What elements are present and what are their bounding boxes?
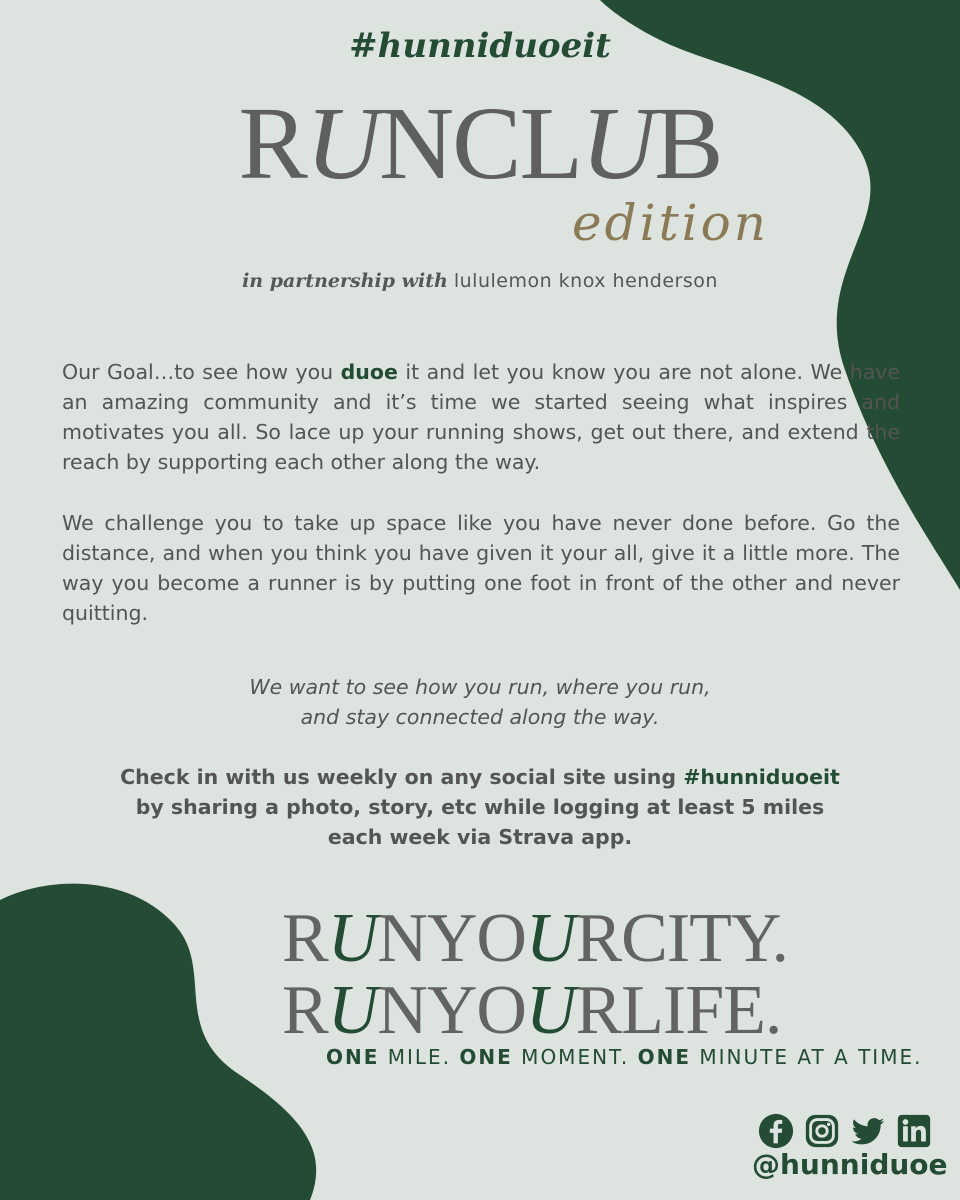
checkin-line1: [0, 762, 960, 792]
edition-script: edition: [572, 194, 769, 252]
challenge-paragraph: We challenge you to take up space like you have never done before. Go the distance, and when you think you have given it your all, give it a little more. The way you become a runner is by putting one foot in front of the other and never quitting.: [62, 511, 900, 625]
italic-note-line1: We want to see how you run, where you run,: [249, 675, 711, 699]
title-r: R: [238, 86, 306, 201]
slogan2-part: U: [327, 972, 378, 1049]
slogan2-part: RLIFE.: [575, 972, 782, 1049]
goal-paragraph: [62, 357, 900, 477]
slogan2-part: NYO: [377, 972, 526, 1049]
instagram-icon[interactable]: [803, 1112, 841, 1150]
slogan2-part: R: [282, 972, 328, 1049]
slogan-run-your-life: [282, 972, 782, 1049]
tagline-part: ONE: [459, 1045, 513, 1069]
slogan-run-your-city: [282, 900, 788, 977]
partner-brand: lululemon knox henderson: [453, 270, 718, 292]
tagline-part: MINUTE AT A TIME.: [691, 1045, 923, 1069]
slogan1-part: NYO: [377, 900, 526, 977]
slogan1-part: U: [525, 900, 576, 977]
tagline: [326, 1045, 922, 1069]
tagline-part: MILE.: [379, 1045, 460, 1069]
title-u2: U: [581, 86, 655, 201]
top-hashtag: #hunniduoeit: [349, 26, 611, 66]
slogan1-part: R: [282, 900, 328, 977]
facebook-icon[interactable]: [757, 1112, 795, 1150]
social-icons: [757, 1112, 933, 1150]
title-cl: CL: [452, 86, 581, 201]
slogan1-part: RCITY.: [575, 900, 788, 977]
run-club-title: [0, 86, 960, 201]
goal-text-start: Our Goal…to see how you: [62, 360, 341, 384]
social-handle[interactable]: @hunniduoe: [752, 1148, 948, 1181]
checkin-instructions: [0, 762, 960, 852]
partnership-line: [0, 270, 960, 292]
tagline-part: ONE: [326, 1045, 380, 1069]
checkin-text: Check in with us weekly on any social site using: [120, 765, 684, 789]
linkedin-icon[interactable]: [895, 1112, 933, 1150]
tagline-part: ONE: [637, 1045, 692, 1069]
title-b: B: [654, 86, 722, 201]
partnership-lead: in partnership with: [242, 270, 448, 292]
title-u: U: [305, 86, 379, 201]
italic-note: [0, 672, 960, 732]
slogan2-part: U: [525, 972, 576, 1049]
bottom-left-blob: [0, 884, 316, 1200]
twitter-icon[interactable]: [849, 1112, 887, 1150]
checkin-hashtag: #hunniduoeit: [683, 765, 840, 789]
checkin-line3: each week via Strava app.: [327, 825, 633, 849]
tagline-part: MOMENT.: [512, 1045, 638, 1069]
goal-text-end: it and let you know you are not alone. We have an amazing community and it’s time we started seeing what inspires and motivates you all. So lace up your running shows, get out there, and extend the reach by supporting each other along the way.: [62, 360, 900, 474]
slogan1-part: U: [327, 900, 378, 977]
italic-note-line2: and stay connected along the way.: [300, 705, 660, 729]
checkin-line2: by sharing a photo, story, etc while logging at least 5 miles: [135, 795, 825, 819]
title-n: N: [378, 86, 453, 201]
duoe-highlight: duoe: [340, 360, 398, 384]
